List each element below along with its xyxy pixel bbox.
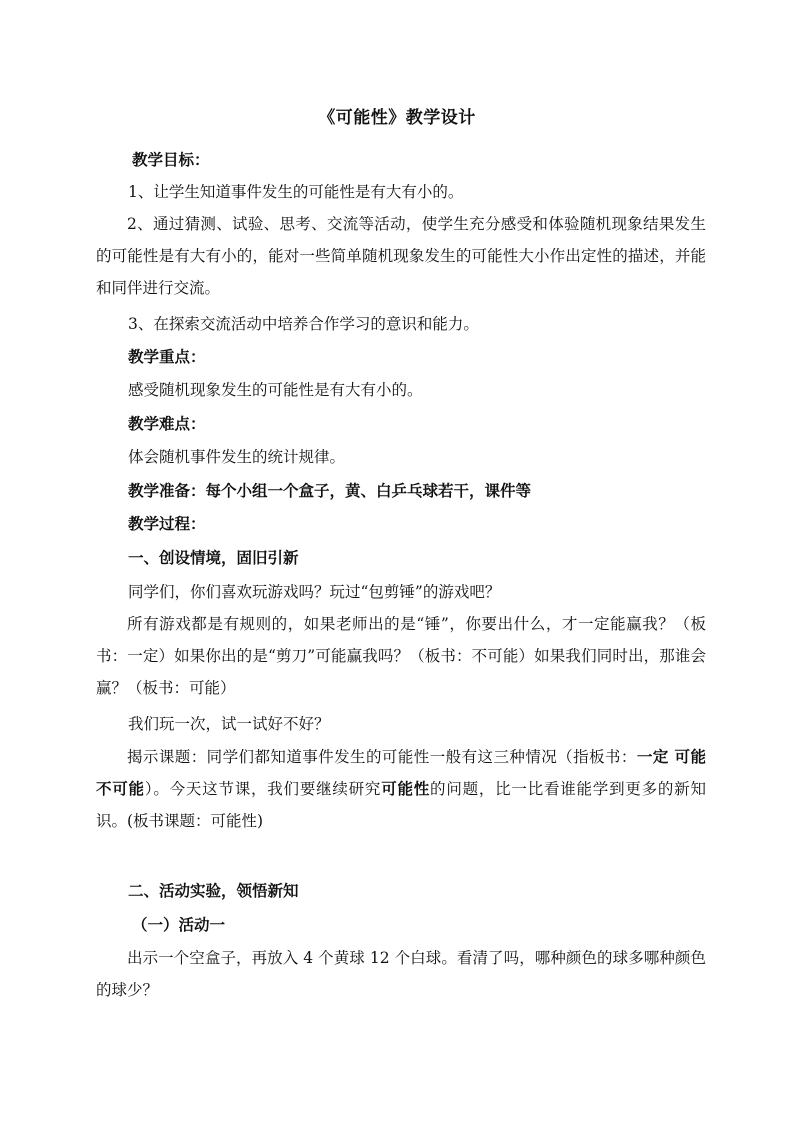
section-1-heading: 一、创设情境，固旧引新 [128,548,299,567]
difficulty-heading: 教学难点： [128,414,206,433]
document-title: 《可能性》教学设计 [318,108,476,128]
difficulty-text: 体会随机事件发生的统计规律。 [128,448,346,466]
paragraph-4-bold-options: 一定 可能 不可能 [96,747,706,798]
key-point-text: 感受随机现象发生的可能性是有大有小的。 [128,381,423,399]
objective-3: 3、在探索交流活动中培养合作学习的意识和能力。 [128,315,479,333]
paragraph-4 [96,741,706,837]
activity-1-heading: （一）活动一 [132,915,226,934]
paragraph-3: 我们玩一次，试一试好不好？ [128,715,330,733]
objective-2: 2、通过猜测、试验、思考、交流等活动，使学生充分感受和体验随机现象结果发生的可能性是有大有小的，能对一些简单随机现象发生的可能性大小作出定性的描述，并能和同伴进行交流。 [96,215,706,297]
objectives-heading: 教学目标： [132,150,210,169]
paragraph-4-bold-topic: 可能性 [381,779,431,798]
paragraph-2: 所有游戏都是有规则的，如果老师出的是“锤”，你要出什么，才一定能赢我？（板书：一定）如果你出的是“剪刀”可能赢我吗？（板书：不可能）如果我们同时出，那谁会赢？（板书：可能） [96,615,706,697]
paragraph-4-mid: ）。今天这节课，我们要继续研究 [144,780,382,798]
paragraph-4-pre: 揭示课题：同学们都知道事件发生的可能性一般有这三种情况（指板书： [127,748,637,766]
paragraph-1: 同学们，你们喜欢玩游戏吗？玩过“包剪锤”的游戏吧？ [128,583,501,601]
paragraph-5: 出示一个空盒子，再放入 4 个黄球 12 个白球。看清了吗，哪种颜色的球多哪种颜色的球少？ [96,949,706,999]
objective-1: 1、让学生知道事件发生的可能性是有大有小的。 [128,183,464,201]
section-2-heading: 二、活动实验，领悟新知 [128,881,299,900]
paragraph-4-post: 的问题，比一比看谁能学到更多的新知识。(板书课题：可能性) [96,780,706,830]
process-heading: 教学过程： [128,514,206,533]
preparation-line: 教学准备：每个小组一个盒子，黄、白乒乓球若干，课件等 [128,481,532,500]
key-point-heading: 教学重点： [128,347,206,366]
